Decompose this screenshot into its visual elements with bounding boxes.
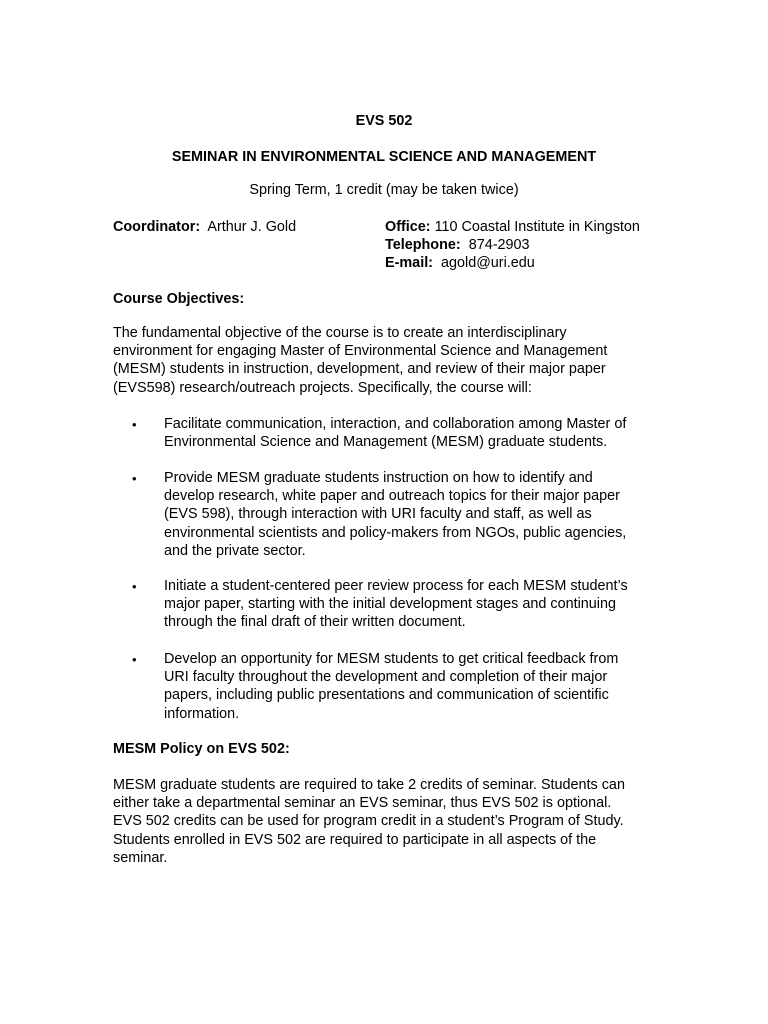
policy-heading: MESM Policy on EVS 502: — [113, 741, 290, 757]
office-label: Office: — [385, 219, 431, 235]
paragraph-line: The fundamental objective of the course is to create an interdisciplinary — [113, 325, 567, 341]
objective-bullet-3 — [164, 577, 628, 632]
bullet-marker: • — [132, 417, 137, 432]
telephone-value: 874-2903 — [468, 237, 530, 253]
bullet-line: through the final draft of their written document. — [164, 614, 466, 631]
office-row — [385, 218, 640, 236]
coordinator-row — [113, 218, 296, 236]
bullet-line: papers, including public presentations and communication of scientific — [164, 687, 609, 704]
course-title: SEMINAR IN ENVIRONMENTAL SCIENCE AND MANAGEMENT — [171, 149, 597, 165]
bullet-line: Develop an opportunity for MESM students to get critical feedback from — [164, 651, 619, 667]
paragraph-line: MESM graduate students are required to take 2 credits of seminar. Students can — [113, 777, 625, 793]
paragraph-line: (EVS598) research/outreach projects. Specifically, the course will: — [113, 379, 532, 396]
policy-paragraph — [113, 776, 653, 867]
email-row — [385, 254, 535, 272]
email-label: E-mail: — [385, 255, 433, 271]
paragraph-line: EVS 502 credits can be used for program credit in a student’s Program of Study. — [113, 813, 624, 830]
bullet-line: Provide MESM graduate students instruction on how to identify and — [164, 470, 593, 486]
objectives-intro — [113, 324, 653, 397]
course-code: EVS 502 — [355, 113, 413, 129]
bullet-line: environmental scientists and policy-makers from NGOs, public agencies, — [164, 524, 627, 541]
coordinator-label: Coordinator: — [113, 219, 201, 235]
bullet-line: URI faculty throughout the development and completion of their major — [164, 669, 608, 686]
paragraph-line: (MESM) students in instruction, development, and review of their major paper — [113, 361, 606, 378]
paragraph-line: seminar. — [113, 849, 168, 866]
bullet-line: Environmental Science and Management (MESM) graduate students. — [164, 434, 608, 451]
bullet-line: (EVS 598), through interaction with URI faculty and staff, as well as — [164, 506, 592, 523]
bullet-line: information. — [164, 705, 240, 722]
bullet-line: Facilitate communication, interaction, and collaboration among Master of — [164, 416, 627, 432]
objective-bullet-2 — [164, 469, 626, 560]
objective-bullet-4 — [164, 650, 618, 723]
office-value: 110 Coastal Institute in Kingston — [434, 219, 640, 235]
bullet-line: major paper, starting with the initial development stages and continuing — [164, 596, 616, 613]
paragraph-line: environment for engaging Master of Environmental Science and Management — [113, 343, 608, 360]
bullet-marker: • — [132, 652, 137, 667]
bullet-marker: • — [132, 471, 137, 486]
bullet-line: and the private sector. — [164, 542, 306, 559]
objective-bullet-1 — [164, 415, 626, 451]
bullet-marker: • — [132, 579, 137, 594]
bullet-line: Initiate a student-centered peer review process for each MESM student’s — [164, 578, 628, 594]
paragraph-line: either take a departmental seminar an EVS seminar, thus EVS 502 is optional. — [113, 795, 612, 812]
objectives-heading: Course Objectives: — [113, 291, 245, 307]
coordinator-value: Arthur J. Gold — [207, 219, 297, 235]
paragraph-line: Students enrolled in EVS 502 are required to participate in all aspects of the — [113, 831, 597, 848]
bullet-line: develop research, white paper and outreach topics for their major paper — [164, 488, 620, 505]
email-value[interactable]: agold@uri.edu — [440, 255, 535, 271]
telephone-row — [385, 236, 530, 254]
term-line: Spring Term, 1 credit (may be taken twice) — [249, 182, 519, 198]
telephone-label: Telephone: — [385, 237, 461, 253]
